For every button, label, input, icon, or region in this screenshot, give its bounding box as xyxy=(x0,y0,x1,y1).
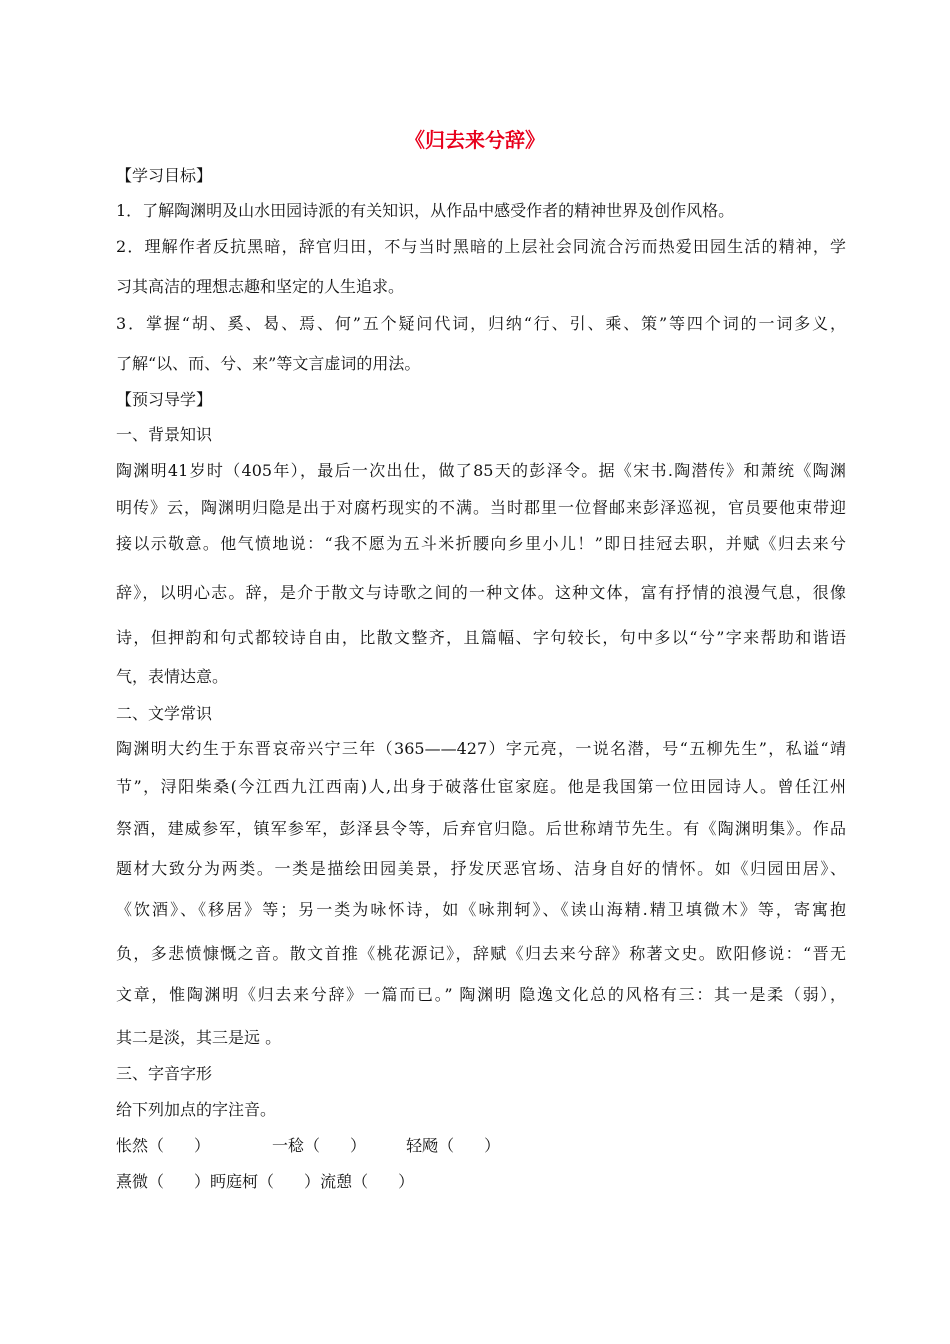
goal-line-5: 了解“以、而、兮、来”等文言虚词的用法。 xyxy=(116,354,421,373)
goal-line-1: 1．了解陶渊明及山水田园诗派的有关知识，从作品中感受作者的精神世界及创作风格。 xyxy=(116,201,735,220)
word-item: 怅然（ xyxy=(116,1136,165,1155)
goal-line-2: 2．理解作者反抗黑暗，辞官归田，不与当时黑暗的上层社会同流合污而热爱田园生活的精神，学 xyxy=(116,237,846,256)
pronunciation-instruction: 给下列加点的字注音。 xyxy=(116,1100,277,1119)
background-line-6: 气，表情达意。 xyxy=(116,667,229,686)
background-line-3: 接以示敬意。他气愤地说：“我不愿为五斗米折腰向乡里小儿！”即日挂冠去职，并赋《归去来兮 xyxy=(116,534,846,553)
word-item: 流憩（ xyxy=(320,1172,369,1191)
literature-line-3: 祭酒，建威参军，镇军参军，彭泽县令等，后弃官归隐。后世称靖节先生。有《陶渊明集》。作品 xyxy=(116,819,846,838)
word-item: 轻飏（ xyxy=(406,1136,455,1155)
goal-line-3: 习其高洁的理想志趣和坚定的人生追求。 xyxy=(116,277,405,296)
word-item-close: ） xyxy=(484,1136,501,1155)
literature-line-1: 陶渊明大约生于东晋哀帝兴宁三年（365——427）字元亮，一说名潜，号“五柳先生”，私谥“靖 xyxy=(116,739,846,758)
background-line-4: 辞》，以明心志。辞，是介于散文与诗歌之间的一种文体。这种文体，富有抒情的浪漫气息，很像 xyxy=(116,583,846,602)
word-item-close: ） xyxy=(304,1172,321,1191)
literature-line-8: 其二是淡，其三是远 。 xyxy=(116,1028,282,1047)
word-item: 熹微（ xyxy=(116,1172,165,1191)
word-item: 眄庭柯（ xyxy=(210,1172,275,1191)
word-item: 一稔（ xyxy=(272,1136,321,1155)
literature-line-7: 文章，惟陶渊明《归去来兮辞》一篇而已。” 陶渊明 隐逸文化总的风格有三：其一是柔（弱）， xyxy=(116,985,846,1004)
pronunciation-row-1 xyxy=(116,1135,846,1157)
pronunciation-row-2 xyxy=(116,1171,846,1193)
document-title: 《归去来兮辞》 xyxy=(405,128,545,152)
section-heading-goals: 【学习目标】 xyxy=(116,166,213,185)
background-heading: 一、背景知识 xyxy=(116,425,213,444)
literature-line-4: 题材大致分为两类。一类是描绘田园美景，抒发厌恶官场、洁身自好的情怀。如《归园田居》、 xyxy=(116,859,846,878)
pronunciation-heading: 三、字音字形 xyxy=(116,1064,213,1083)
literature-line-6: 负，多悲愤慷慨之音。散文首推《桃花源记》，辞赋《归去来兮辞》称著文史。欧阳修说：“晋无 xyxy=(116,944,846,963)
background-line-2: 明传》云，陶渊明归隐是出于对腐朽现实的不满。当时郡里一位督邮来彭泽巡视，官员要他束带迎 xyxy=(116,498,846,517)
word-item-close: ） xyxy=(194,1136,211,1155)
word-item-close: ） xyxy=(350,1136,367,1155)
background-line-5: 诗，但押韵和句式都较诗自由，比散文整齐，且篇幅、字句较长，句中多以“兮”字来帮助和谐语 xyxy=(116,628,846,647)
word-item-close: ） xyxy=(398,1172,415,1191)
literature-heading: 二、文学常识 xyxy=(116,704,213,723)
background-line-1: 陶渊明41岁时（405年），最后一次出仕，做了85天的彭泽令。据《宋书.陶潜传》和萧统《陶渊 xyxy=(116,461,846,480)
section-heading-preview: 【预习导学】 xyxy=(116,390,213,409)
word-item-close: ） xyxy=(194,1172,211,1191)
literature-line-2: 节”，浔阳柴桑(今江西九江西南)人,出身于破落仕宦家庭。他是我国第一位田园诗人。曾任江州 xyxy=(116,777,846,796)
literature-line-5: 《饮酒》、《移居》等；另一类为咏怀诗，如《咏荆轲》、《读山海精.精卫填微木》等，寄寓抱 xyxy=(116,900,846,919)
goal-line-4: 3．掌握“胡、奚、曷、焉、何”五个疑问代词，归纳“行、引、乘、策”等四个词的一词多义， xyxy=(116,314,846,333)
